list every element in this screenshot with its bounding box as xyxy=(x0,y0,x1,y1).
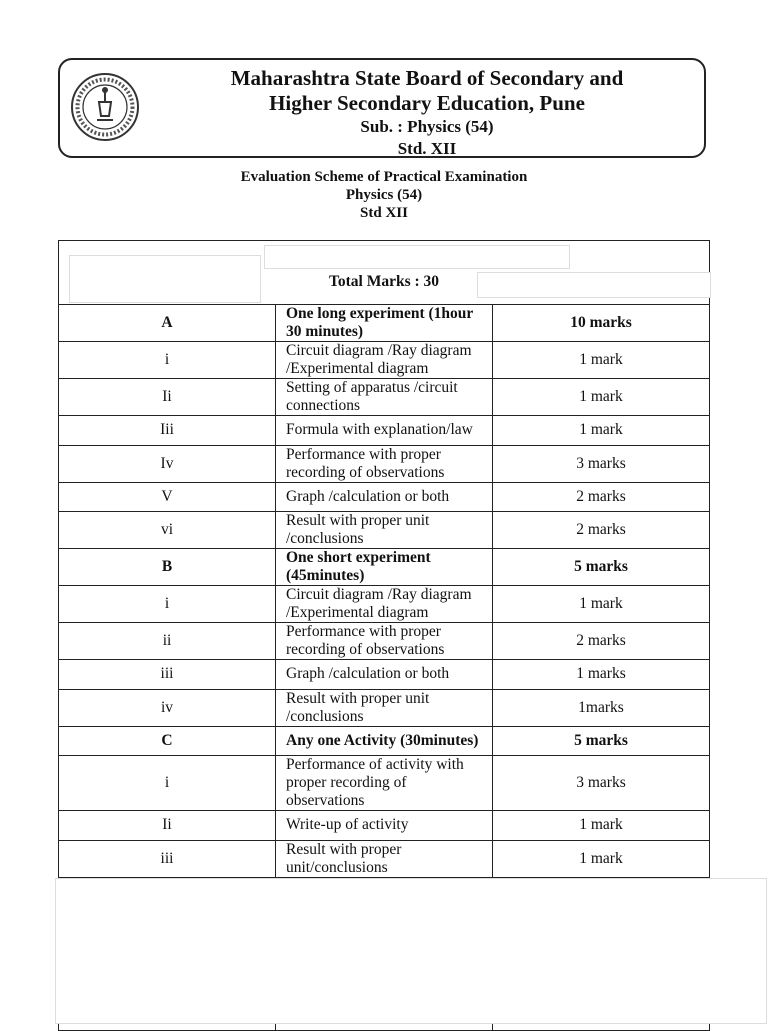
row-description-text: Formula with explanation/law xyxy=(286,421,473,439)
header-box xyxy=(58,58,706,158)
row-description-text: Setting of apparatus /circuit connections xyxy=(286,379,458,414)
row-marks: 3 marks xyxy=(493,445,710,482)
row-marks: 3 marks xyxy=(493,756,710,811)
row-description-text: Performance of activity with proper recording of observations xyxy=(286,756,464,809)
board-name-line1: Maharashtra State Board of Secondary and xyxy=(230,66,624,90)
row-marks: 1 mark xyxy=(493,342,710,379)
row-marks: 2 marks xyxy=(493,512,710,549)
redacted-box xyxy=(264,245,570,269)
row-marks: 10 marks xyxy=(493,305,710,342)
scheme-std: Std XII xyxy=(360,205,408,221)
row-description-text: Write-up of activity xyxy=(286,816,409,834)
row-marks: 2 marks xyxy=(493,482,710,512)
row-description xyxy=(276,305,493,342)
table-row xyxy=(59,726,710,756)
row-number: vi xyxy=(59,512,276,549)
row-number: B xyxy=(59,549,276,586)
scheme-heading xyxy=(0,168,768,222)
table-row xyxy=(59,482,710,512)
row-description xyxy=(276,379,493,416)
row-description xyxy=(276,689,493,726)
table-row xyxy=(59,379,710,416)
table-row xyxy=(59,512,710,549)
board-seal-logo xyxy=(70,72,140,142)
table-row xyxy=(59,416,710,446)
row-number: Ii xyxy=(59,811,276,841)
row-description xyxy=(276,756,493,811)
row-marks: 1 mark xyxy=(493,811,710,841)
scheme-title: Evaluation Scheme of Practical Examination xyxy=(240,169,528,185)
row-description-text: One short experiment (45minutes) xyxy=(286,549,431,584)
row-marks: 5 marks xyxy=(493,549,710,586)
row-number: Iii xyxy=(59,416,276,446)
table-row xyxy=(59,811,710,841)
row-description-text: Result with proper unit /conclusions xyxy=(286,689,430,725)
row-number: ii xyxy=(59,623,276,660)
row-description-text: Graph /calculation or both xyxy=(286,665,450,683)
table-row xyxy=(59,549,710,586)
row-description-text: One long experiment (1hour 30 minutes) xyxy=(286,305,473,340)
total-marks-label: Total Marks : 30 xyxy=(328,273,440,290)
standard-line: Std. XII xyxy=(397,139,457,158)
table-row xyxy=(59,623,710,660)
row-description xyxy=(276,512,493,549)
row-marks: 1 mark xyxy=(493,840,710,877)
row-description xyxy=(276,840,493,877)
table-row xyxy=(59,305,710,342)
row-description xyxy=(276,811,493,841)
row-number: i xyxy=(59,342,276,379)
table-row xyxy=(59,660,710,690)
row-number: i xyxy=(59,586,276,623)
row-description-text: Circuit diagram /Ray diagram /Experimental diagram xyxy=(286,586,472,621)
row-description xyxy=(276,623,493,660)
row-description-text: Result with proper unit /conclusions xyxy=(286,512,430,547)
row-description-text: Result with proper unit/conclusions xyxy=(286,840,402,876)
table-row xyxy=(59,586,710,623)
row-number: A xyxy=(59,305,276,342)
row-number: Iv xyxy=(59,445,276,482)
row-number: V xyxy=(59,482,276,512)
total-marks-row xyxy=(59,241,710,305)
row-description-text: Any one Activity (30minutes) xyxy=(286,731,479,749)
row-description xyxy=(276,726,493,756)
row-description xyxy=(276,660,493,690)
board-name-line2: Higher Secondary Education, Pune xyxy=(269,91,585,115)
row-number: Ii xyxy=(59,379,276,416)
row-marks: 1 marks xyxy=(493,660,710,690)
row-number: iii xyxy=(59,840,276,877)
row-description-text: Circuit diagram /Ray diagram /Experimental diagram xyxy=(286,342,472,377)
row-description-text: Performance with proper recording of observations xyxy=(286,623,445,658)
table-row xyxy=(59,840,710,877)
row-description xyxy=(276,549,493,586)
row-marks: 2 marks xyxy=(493,623,710,660)
row-description-text: Performance with proper recording of observations xyxy=(286,445,445,481)
row-number: iv xyxy=(59,689,276,726)
row-description xyxy=(276,445,493,482)
scheme-subject: Physics (54) xyxy=(345,187,423,203)
table-row xyxy=(59,342,710,379)
row-marks: 1 mark xyxy=(493,416,710,446)
row-description xyxy=(276,342,493,379)
table-row xyxy=(59,756,710,811)
row-description xyxy=(276,482,493,512)
row-number: C xyxy=(59,726,276,756)
row-description-text: Graph /calculation or both xyxy=(286,487,450,505)
row-number: iii xyxy=(59,660,276,690)
row-marks: 1 mark xyxy=(493,379,710,416)
table-row xyxy=(59,445,710,482)
table-row xyxy=(59,689,710,726)
redacted-area xyxy=(55,878,767,1024)
subject-line: Sub. : Physics (54) xyxy=(360,117,494,136)
row-description xyxy=(276,586,493,623)
row-marks: 5 marks xyxy=(493,726,710,756)
row-marks: 1marks xyxy=(493,689,710,726)
row-number: i xyxy=(59,756,276,811)
row-marks: 1 mark xyxy=(493,586,710,623)
row-description xyxy=(276,416,493,446)
